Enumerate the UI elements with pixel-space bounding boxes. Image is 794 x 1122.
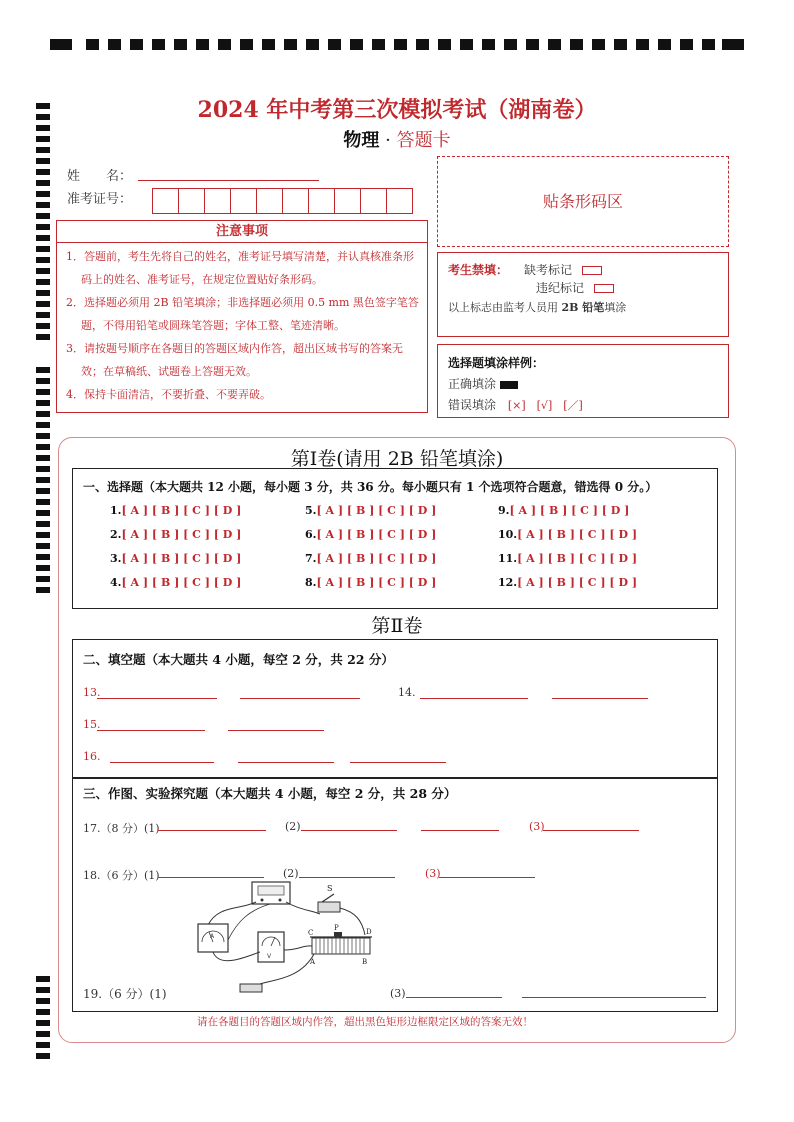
card-label: 答题卡: [396, 130, 451, 151]
q17-blank-2[interactable]: [301, 830, 397, 831]
q15-blank-2[interactable]: [228, 730, 324, 731]
prohibited-box: [437, 252, 729, 337]
q19-blank-3[interactable]: [406, 997, 502, 998]
note-bold: 2B 铅笔: [561, 301, 605, 314]
barcode-label: 贴条形码区: [542, 192, 623, 211]
mc-question-2[interactable]: [110, 528, 241, 541]
slider-p: [334, 932, 342, 938]
q-options[interactable]: [ A ] [ B ] [ C ] [ D ]: [517, 528, 638, 541]
q-options[interactable]: [ A ] [ B ] [ C ] [ D ]: [316, 504, 437, 517]
q17-blank-4[interactable]: [543, 830, 639, 831]
q19-number: 19.（6 分）(1): [83, 987, 167, 1001]
svg-text:A: A: [210, 933, 215, 940]
q13-number: 13.: [83, 686, 101, 699]
switch: [318, 902, 340, 912]
q18-part3-label: (3): [425, 867, 441, 880]
wrong-fill-row: [448, 396, 583, 413]
label-c: C: [308, 929, 314, 937]
subtitle-dot: ·: [385, 130, 391, 151]
experiment-heading: 三、作图、实验探究题（本大题共 4 小题，每空 2 分，共 28 分）: [83, 786, 457, 801]
q18-number: 18.（6 分）(1): [83, 869, 160, 882]
q14-blank-1[interactable]: [420, 698, 528, 699]
notice-title: 注意事项: [57, 221, 427, 243]
q-number: 4.: [110, 576, 122, 589]
q-number: 11.: [498, 552, 518, 565]
q17-part2-label: (2): [285, 820, 301, 833]
correct-fill-row: [448, 375, 518, 392]
notice-item: 4．保持卡面清洁，不要折叠、不要弄破。: [66, 388, 271, 401]
q-options[interactable]: [ A ] [ B ] [ C ] [ D ]: [121, 504, 242, 517]
label-d: D: [366, 928, 372, 936]
id-number-grid[interactable]: [152, 188, 413, 214]
q-number: 7.: [305, 552, 317, 565]
sample-box: [437, 344, 729, 418]
notice-item: 2．选择题必须用 2B 铅笔填涂；非选择题必须用 0.5 mm 黑色签字笔答题，不得用铅笔或圆珠笔答题；字体工整、笔迹清晰。: [66, 296, 419, 332]
experiment-section: [72, 777, 718, 1012]
q19-part3-label: (3): [390, 987, 406, 1000]
q-options[interactable]: [ A ] [ B ] [ C ] [ D ]: [517, 576, 638, 589]
q-options[interactable]: [ A ] [ B ] [ C ] [ D ]: [121, 552, 242, 565]
footer-warning: 请在各题目的答题区域内作答，超出黑色矩形边框限定区域的答案无效！: [197, 1016, 533, 1028]
mc-question-6[interactable]: [305, 528, 436, 541]
fill-heading: 二、填空题（本大题共 4 小题，每空 2 分，共 22 分）: [83, 652, 394, 667]
svg-text:V: V: [267, 953, 272, 960]
mc-question-4[interactable]: [110, 576, 241, 589]
mc-question-12[interactable]: [498, 576, 637, 589]
sample-title: 选择题填涂样例：: [448, 356, 545, 370]
note-post: 填涂: [604, 301, 627, 314]
note-pre: 以上标志由监考人员用: [448, 301, 562, 314]
mc-question-10[interactable]: [498, 528, 637, 541]
q-number: 3.: [110, 552, 122, 565]
q-number: 10.: [498, 528, 518, 541]
q-options[interactable]: [ A ] [ B ] [ C ] [ D ]: [316, 528, 437, 541]
q-options[interactable]: [ A ] [ B ] [ C ] [ D ]: [517, 552, 638, 565]
wrong-label: 错误填涂: [448, 398, 497, 412]
fill-blank-section: [72, 639, 718, 779]
q-number: 2.: [110, 528, 122, 541]
violation-mark-row: [536, 279, 614, 296]
q-options[interactable]: [ A ] [ B ] [ C ] [ D ]: [121, 576, 242, 589]
correct-fill-sample: [500, 381, 518, 389]
correct-label: 正确填涂: [448, 377, 497, 391]
violation-label: 违纪标记: [536, 281, 585, 295]
bulb-base: [240, 984, 262, 992]
violation-checkbox[interactable]: [594, 284, 614, 293]
mc-question-8[interactable]: [305, 576, 436, 589]
notice-item: 3．请按题号顺序在各题目的答题区域内作答，超出区域书写的答案无效；在草稿纸、试题卷上答题无效。: [66, 342, 403, 378]
barcode-area: [437, 156, 729, 247]
name-field[interactable]: [138, 179, 319, 181]
q-options[interactable]: [ A ] [ B ] [ C ] [ D ]: [316, 576, 437, 589]
mc-question-7[interactable]: [305, 552, 436, 565]
q18-blank-2[interactable]: [299, 877, 395, 878]
q19-blank-4[interactable]: [522, 997, 706, 998]
q-number: 6.: [305, 528, 317, 541]
part1-title: 第Ⅰ卷(请用 2B 铅笔填涂): [290, 448, 504, 470]
mc-question-3[interactable]: [110, 552, 241, 565]
q15-blank-1[interactable]: [97, 730, 205, 731]
prohibited-note: [448, 299, 626, 315]
q18-blank-3[interactable]: [439, 877, 535, 878]
label-b: B: [362, 958, 368, 966]
subject: 物理: [343, 130, 380, 151]
mc-question-1[interactable]: [110, 504, 241, 517]
q15-number: 15.: [83, 718, 101, 731]
q-options[interactable]: [ A ] [ B ] [ C ] [ D ]: [316, 552, 437, 565]
q16-blank-1[interactable]: [110, 762, 214, 763]
label-s: S: [327, 884, 333, 893]
rheostat: [312, 938, 370, 954]
q16-number: 16.: [83, 750, 101, 763]
q-options[interactable]: [ A ] [ B ] [ C ] [ D ]: [121, 528, 242, 541]
part2-title: 第Ⅱ卷: [371, 615, 423, 637]
q-number: 5.: [305, 504, 317, 517]
mc-question-11[interactable]: [498, 552, 637, 565]
q17-blank-3[interactable]: [421, 830, 499, 831]
q-number: 12.: [498, 576, 518, 589]
notice-box: [56, 220, 428, 413]
q17-blank-1[interactable]: [158, 830, 266, 831]
prohibited-label: 考生禁填：: [448, 263, 509, 277]
q16-blank-2[interactable]: [238, 762, 334, 763]
mc-question-5[interactable]: [305, 504, 436, 517]
q14-number: 14.: [398, 686, 416, 699]
mc-question-9[interactable]: [498, 504, 629, 517]
q13-blank-2[interactable]: [240, 698, 360, 699]
card-subtitle: [0, 126, 794, 152]
wrong-marks: [×] [√] [／]: [507, 399, 583, 412]
q18-part2-label: (2): [283, 867, 299, 880]
q-number: 8.: [305, 576, 317, 589]
q14-blank-2[interactable]: [552, 698, 648, 699]
id-label: 准考证号：: [67, 192, 133, 207]
label-a: A: [310, 958, 316, 966]
absent-checkbox[interactable]: [582, 266, 602, 275]
absent-label: 缺考标记: [524, 263, 573, 277]
notice-item: 1．答题前，考生先将自己的姓名，准考证号填写清楚，并认真核准条形码上的姓名、准考证号，在规定位置贴好条形码。: [66, 250, 414, 286]
q17-number: 17.（8 分）(1): [83, 822, 160, 835]
mc-heading: 一、选择题（本大题共 12 小题，每小题 3 分，共 36 分。每小题只有 1 个选项符合题意，错选得 0 分。）: [83, 480, 658, 494]
q-options[interactable]: [ A ] [ B ] [ C ] [ D ]: [509, 504, 630, 517]
q-number: 1.: [110, 504, 122, 517]
circuit-diagram: [190, 880, 380, 995]
label-p: P: [334, 924, 339, 932]
absent-mark-row: [524, 261, 602, 278]
q18-blank-1[interactable]: [158, 877, 264, 878]
q16-blank-3[interactable]: [350, 762, 446, 763]
exam-title: 2024 年中考第三次模拟考试（湖南卷）: [197, 97, 597, 123]
name-label: 姓 名：: [67, 169, 133, 184]
q-number: 9.: [498, 504, 510, 517]
q13-blank-1[interactable]: [97, 698, 217, 699]
q17-part3-label: (3): [529, 820, 545, 833]
